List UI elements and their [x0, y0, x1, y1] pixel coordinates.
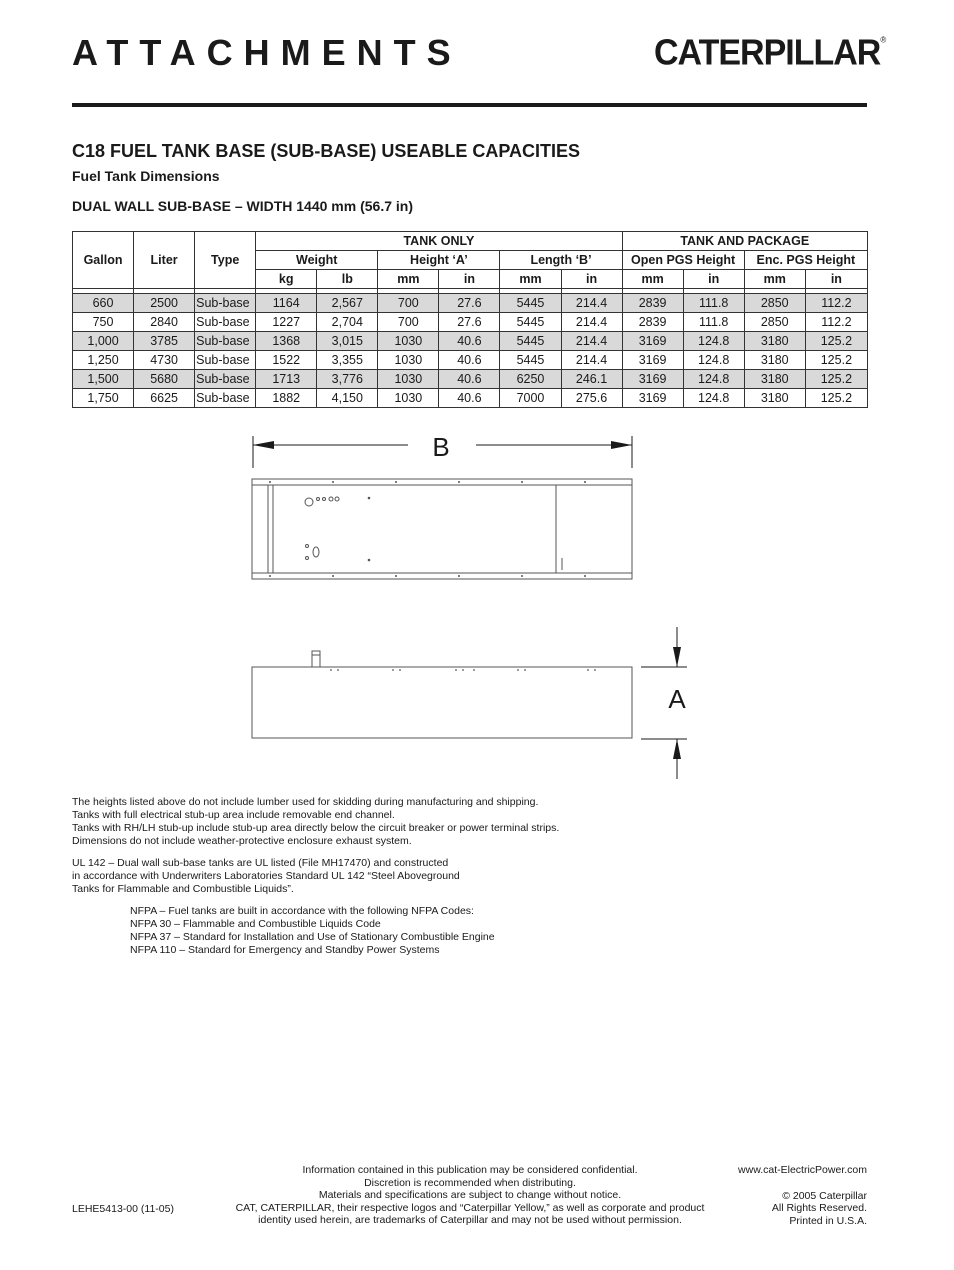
table-cell: 214.4: [561, 294, 622, 313]
unit-header: mm: [378, 270, 439, 289]
document-subtitle: Fuel Tank Dimensions: [72, 168, 220, 184]
table-cell: 1368: [256, 332, 317, 351]
table-cell: 5445: [500, 313, 561, 332]
copyright: © 2005 Caterpillar: [782, 1189, 867, 1202]
section-title: DUAL WALL SUB-BASE – WIDTH 1440 mm (56.7 in): [72, 198, 413, 214]
note-line: The heights listed above do not include lumber used for skidding during manufacturing and shipping.: [72, 796, 539, 808]
table-cell: 40.6: [439, 370, 500, 389]
table-cell: 3169: [622, 332, 683, 351]
group-tank-package: TANK AND PACKAGE: [622, 232, 867, 251]
table-cell: 1,000: [73, 332, 134, 351]
table-cell: Sub-base: [195, 389, 256, 408]
table-cell: 27.6: [439, 294, 500, 313]
table-cell: 112.2: [805, 294, 867, 313]
table-cell: 5445: [500, 294, 561, 313]
printed-in: Printed in U.S.A.: [789, 1214, 867, 1227]
table-cell: 7000: [500, 389, 561, 408]
col-open-pgs: Open PGS Height: [622, 251, 744, 270]
table-cell: 1,250: [73, 351, 134, 370]
table-cell: 750: [73, 313, 134, 332]
unit-header: in: [439, 270, 500, 289]
tank-side-view: [252, 651, 632, 738]
table-cell: 1227: [256, 313, 317, 332]
note-line: Dimensions do not include weather-protective enclosure exhaust system.: [72, 835, 412, 847]
unit-header: mm: [500, 270, 561, 289]
table-cell: 3169: [622, 351, 683, 370]
col-weight: Weight: [256, 251, 378, 270]
group-tank-only: TANK ONLY: [256, 232, 622, 251]
table-cell: Sub-base: [195, 294, 256, 313]
table-cell: 2839: [622, 313, 683, 332]
unit-header: kg: [256, 270, 317, 289]
logo-text: CATERPILLAR: [654, 33, 881, 73]
col-liter: Liter: [134, 232, 195, 289]
col-gallon: Gallon: [73, 232, 134, 289]
website-link[interactable]: www.cat-ElectricPower.com: [738, 1164, 867, 1176]
table-cell: 2850: [744, 294, 805, 313]
col-type: Type: [195, 232, 256, 289]
table-cell: 124.8: [683, 370, 744, 389]
table-cell: 124.8: [683, 389, 744, 408]
note-line: Tanks with full electrical stub-up area include removable end channel.: [72, 809, 395, 821]
table-cell: 1030: [378, 370, 439, 389]
side-view-fittings: [330, 669, 596, 671]
note-line: NFPA – Fuel tanks are built in accordance with the following NFPA Codes:: [130, 905, 474, 917]
table-cell: 3180: [744, 370, 805, 389]
table-cell: 3,776: [317, 370, 378, 389]
table-cell: 1164: [256, 294, 317, 313]
table-cell: 1522: [256, 351, 317, 370]
unit-header: lb: [317, 270, 378, 289]
rights: All Rights Reserved.: [771, 1202, 867, 1214]
table-cell: Sub-base: [195, 370, 256, 389]
table-cell: 214.4: [561, 351, 622, 370]
table-cell: 246.1: [561, 370, 622, 389]
col-height: Height ‘A’: [378, 251, 500, 270]
unit-header: mm: [744, 270, 805, 289]
table-cell: 214.4: [561, 313, 622, 332]
note-line: Tanks with RH/LH stub-up include stub-up area directly below the circuit breaker or power terminal strips.: [72, 822, 560, 834]
table-cell: Sub-base: [195, 351, 256, 370]
unit-header: in: [561, 270, 622, 289]
table-cell: 1,750: [73, 389, 134, 408]
footer-line: Discretion is recommended when distributing.: [364, 1176, 576, 1189]
note-line: NFPA 110 – Standard for Emergency and Standby Power Systems: [130, 944, 440, 956]
table-cell: 660: [73, 294, 134, 313]
table-cell: 27.6: [439, 313, 500, 332]
table-cell: 1,500: [73, 370, 134, 389]
table-cell: 3180: [744, 351, 805, 370]
table-cell: 700: [378, 313, 439, 332]
footer-disclaimer: [200, 1164, 740, 1227]
document-number: LEHE5413-00 (11-05): [72, 1203, 174, 1215]
footer-line: Information contained in this publication may be considered confidential.: [302, 1164, 638, 1176]
note-line: Tanks for Flammable and Combustible Liquids”.: [72, 883, 294, 895]
table-cell: 5445: [500, 332, 561, 351]
notes-nfpa: [130, 905, 495, 957]
table-cell: 2,567: [317, 294, 378, 313]
table-cell: 3,355: [317, 351, 378, 370]
table-cell: 3180: [744, 332, 805, 351]
table-cell: 1030: [378, 332, 439, 351]
table-cell: 2500: [134, 294, 195, 313]
footer-line: CAT, CATERPILLAR, their respective logos and “Caterpillar Yellow,” as well as corporate and product: [235, 1201, 705, 1214]
table-cell: 2839: [622, 294, 683, 313]
table-cell: 5445: [500, 351, 561, 370]
table-cell: 125.2: [805, 370, 867, 389]
table-cell: 3,015: [317, 332, 378, 351]
notes-skidding: [72, 796, 559, 848]
table-cell: 40.6: [439, 351, 500, 370]
table-cell: 2850: [744, 313, 805, 332]
table-cell: 5680: [134, 370, 195, 389]
table-cell: 1030: [378, 351, 439, 370]
table-cell: Sub-base: [195, 313, 256, 332]
table-cell: 1030: [378, 389, 439, 408]
registered-mark: ®: [880, 35, 886, 45]
table-cell: 3785: [134, 332, 195, 351]
table-cell: 124.8: [683, 351, 744, 370]
table-cell: 2840: [134, 313, 195, 332]
table-cell: 124.8: [683, 332, 744, 351]
footer-right: [700, 1164, 867, 1227]
label-a: A: [668, 684, 686, 714]
table-cell: 111.8: [683, 294, 744, 313]
table-cell: 1882: [256, 389, 317, 408]
table-cell: 40.6: [439, 332, 500, 351]
top-view-bolts: [269, 481, 586, 577]
note-line: in accordance with Underwriters Laboratories Standard UL 142 “Steel Aboveground: [72, 870, 460, 882]
table-cell: Sub-base: [195, 332, 256, 351]
unit-header: mm: [622, 270, 683, 289]
table-cell: 214.4: [561, 332, 622, 351]
note-line: NFPA 37 – Standard for Installation and Use of Stationary Combustible Engine: [130, 931, 495, 943]
table-cell: 125.2: [805, 389, 867, 408]
footer-line: Materials and specifications are subject to change without notice.: [318, 1189, 622, 1201]
table-cell: 40.6: [439, 389, 500, 408]
table-cell: 125.2: [805, 332, 867, 351]
tank-top-view: [252, 479, 632, 579]
unit-header: in: [805, 270, 867, 289]
table-cell: 125.2: [805, 351, 867, 370]
notes-ul142: [72, 857, 460, 896]
note-line: UL 142 – Dual wall sub-base tanks are UL listed (File MH17470) and constructed: [72, 857, 449, 869]
footer-line: identity used herein, are trademarks of Caterpillar and may not be used without permission.: [258, 1214, 682, 1226]
table-cell: 700: [378, 294, 439, 313]
table-cell: 275.6: [561, 389, 622, 408]
table-cell: 6625: [134, 389, 195, 408]
note-line: NFPA 30 – Flammable and Combustible Liquids Code: [130, 918, 381, 930]
col-enc-pgs: Enc. PGS Height: [744, 251, 867, 270]
table-cell: 2,704: [317, 313, 378, 332]
document-title: C18 FUEL TANK BASE (SUB-BASE) USEABLE CAPACITIES: [72, 141, 581, 161]
table-cell: 111.8: [683, 313, 744, 332]
table-cell: 1713: [256, 370, 317, 389]
table-cell: 4730: [134, 351, 195, 370]
label-b: B: [432, 432, 450, 462]
unit-header: in: [683, 270, 744, 289]
table-cell: 3169: [622, 370, 683, 389]
table-cell: 3169: [622, 389, 683, 408]
col-length: Length ‘B’: [500, 251, 622, 270]
table-cell: 3180: [744, 389, 805, 408]
header-title: ATTACHMENTS: [72, 32, 462, 73]
table-cell: 6250: [500, 370, 561, 389]
table-cell: 4,150: [317, 389, 378, 408]
table-cell: 112.2: [805, 313, 867, 332]
